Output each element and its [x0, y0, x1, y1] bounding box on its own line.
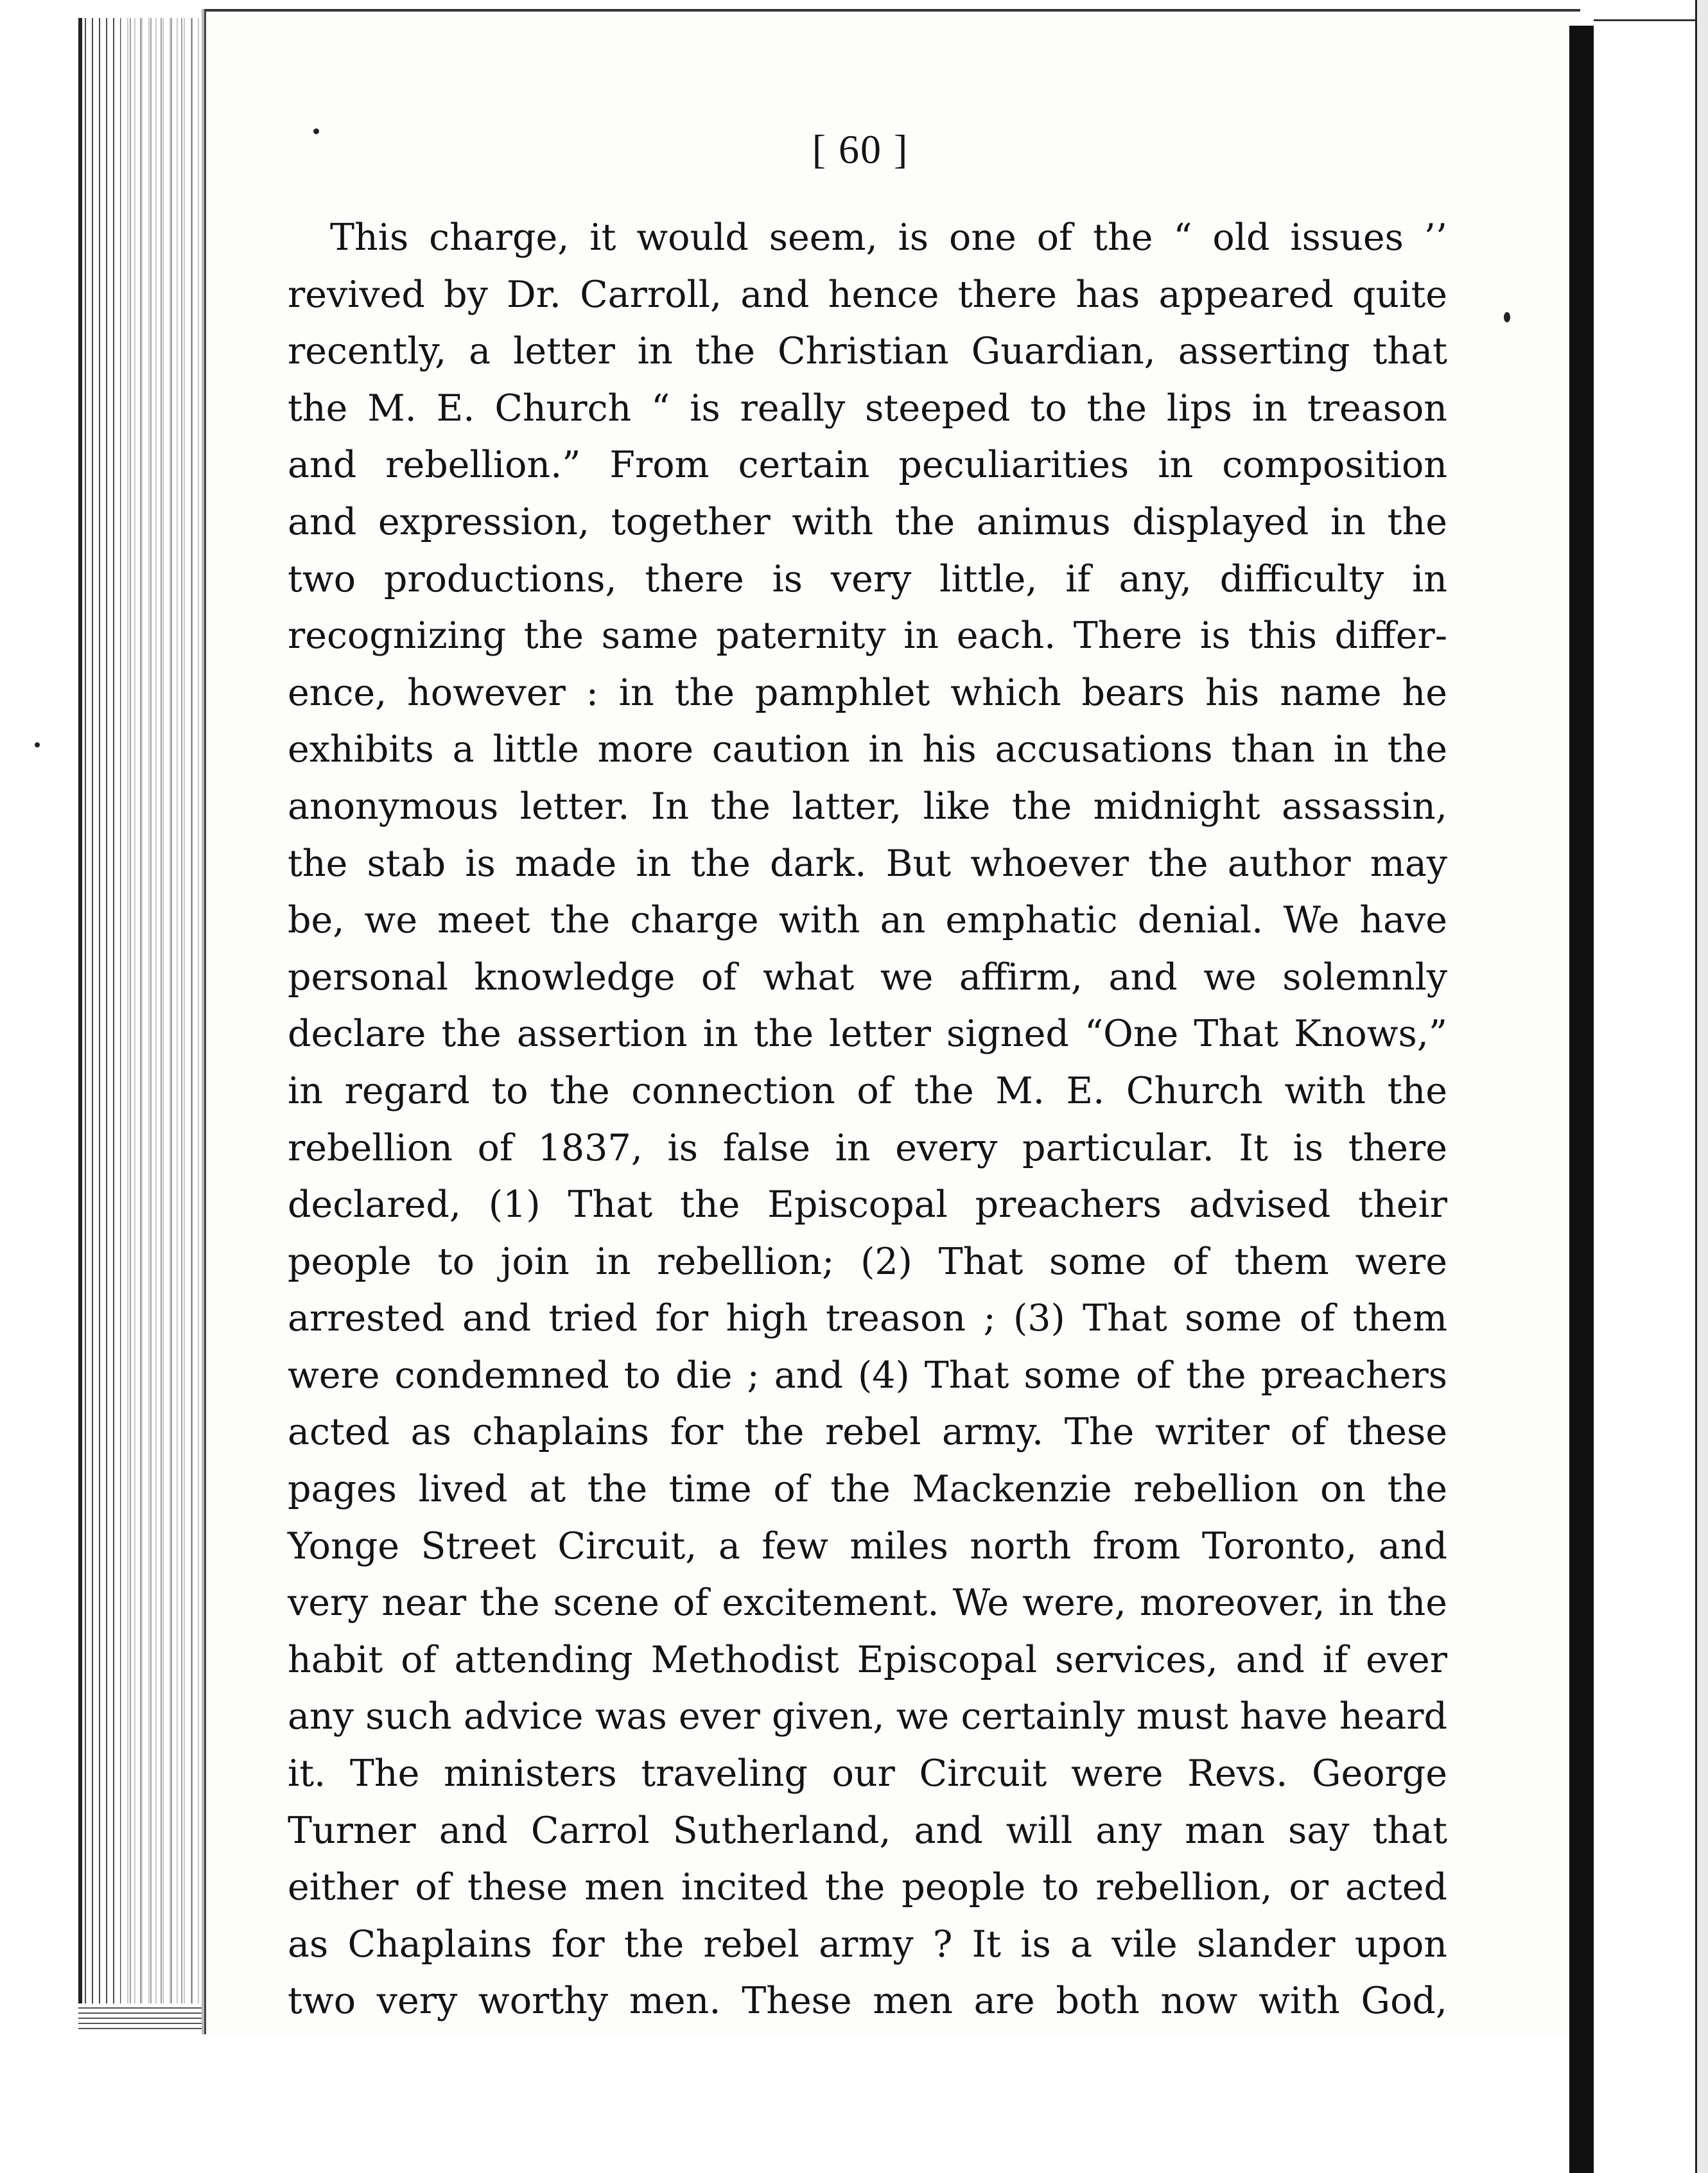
text-line: be, we meet the charge with an emphatic denial. We have: [288, 899, 1447, 942]
print-speck: [35, 742, 40, 747]
book-binding-gutter: [1569, 26, 1594, 2173]
text-line: in regard to the connection of the M. E. Church with the: [288, 1069, 1447, 1112]
body-text: [288, 209, 1447, 2030]
stacked-page-edges: [78, 18, 211, 2021]
print-speck: [313, 128, 319, 134]
text-line: and rebellion.” From certain peculiarities in composition: [288, 444, 1447, 487]
text-line: very near the scene of excitement. We were, moreover, in the: [288, 1582, 1447, 1625]
text-line: arrested and tried for high treason ; (3) That some of them: [288, 1297, 1447, 1340]
text-line: either of these men incited the people to rebellion, or acted: [288, 1866, 1447, 1909]
print-speck: [1504, 312, 1510, 322]
text-line: as Chaplains for the rebel army ? It is a vile slander upon: [288, 1923, 1447, 1966]
text-line: two very worthy men. These men are both now with God,: [288, 1980, 1447, 2023]
text-line: Yonge Street Circuit, a few miles north from Toronto, and: [288, 1524, 1447, 1567]
text-line: anonymous letter. In the latter, like the midnight assassin,: [288, 785, 1447, 828]
text-line: were condemned to die ; and (4) That some of the preachers: [288, 1354, 1447, 1397]
text-line: This charge, it would seem, is one of the “ old issues ’’: [330, 216, 1447, 259]
text-line: and expression, together with the animus displayed in the: [288, 500, 1447, 543]
text-line: declared, (1) That the Episcopal preachers advised their: [288, 1183, 1447, 1226]
text-line: two productions, there is very little, if any, difficulty in: [288, 557, 1447, 600]
text-line: declare the assertion in the letter signed “One That Knows,”: [288, 1013, 1447, 1056]
text-line: personal knowledge of what we affirm, and we solemnly: [288, 956, 1447, 999]
facing-page: [1594, 19, 1708, 2173]
facing-page-edge: [1695, 0, 1708, 2173]
page-number: [ 60 ]: [812, 127, 909, 172]
text-line: recognizing the same paternity in each. There is this differ-: [288, 615, 1447, 658]
text-line: pages lived at the time of the Mackenzie rebellion on the: [288, 1468, 1447, 1511]
text-line: ence, however : in the pamphlet which bears his name he: [288, 671, 1447, 714]
text-line: habit of attending Methodist Episcopal services, and if ever: [288, 1638, 1447, 1681]
text-line: revived by Dr. Carroll, and hence there has appeared quite: [288, 273, 1447, 316]
text-line: rebellion of 1837, is false in every particular. It is there: [288, 1126, 1447, 1169]
text-line: the M. E. Church “ is really steeped to the lips in treason: [288, 387, 1447, 430]
text-line: people to join in rebellion; (2) That some of them were: [288, 1240, 1447, 1283]
text-line: exhibits a little more caution in his accusations than in the: [288, 728, 1447, 771]
text-line: Turner and Carrol Sutherland, and will any man say that: [288, 1809, 1447, 1852]
text-line: the stab is made in the dark. But whoever the author may: [288, 842, 1447, 885]
text-line: any such advice was ever given, we certainly must have heard: [288, 1695, 1447, 1738]
text-line: it. The ministers traveling our Circuit were Revs. George: [288, 1752, 1447, 1795]
text-line: acted as chaplains for the rebel army. The writer of these: [288, 1411, 1447, 1454]
text-line: recently, a letter in the Christian Guardian, asserting that: [288, 330, 1447, 373]
